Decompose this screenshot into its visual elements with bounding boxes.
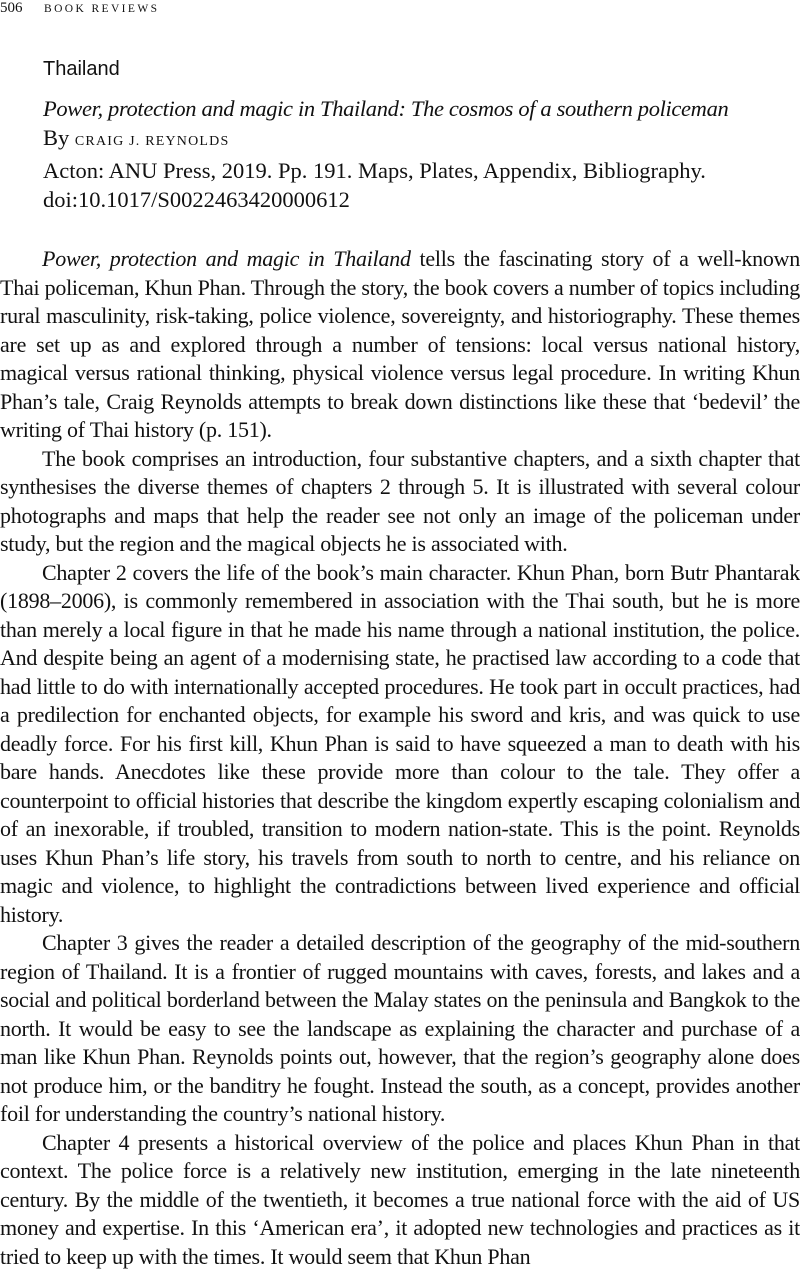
by-prefix: By [43,125,69,150]
country-heading: Thailand [43,56,120,82]
paragraph-4: Chapter 3 gives the reader a detailed description of the geography of the mid-southern region of Thailand. It is a frontier of rugged mountains with caves, forests, and lakes and a social and political borderland between the Malay states on the peninsula and Bangkok to the north. It would be easy to see the landscape as explaining the character and purchase of a man like Khun Phan. Reynolds points out, however, that the region’s geography alone does not produce him, or the banditry he fought. Instead the south, as a concept, provides another foil for understanding the country’s national history. [0,929,800,1129]
paragraph-5: Chapter 4 presents a historical overview of the police and places Khun Phan in that context. The police force is a relatively new institution, emerging in the late nineteenth century. By the middle of the twentieth, it becomes a true national force with the aid of US money and expertise. In this ‘American era’, it adopted new technologies and practices as it tried to keep up with the times. It would seem that Khun Phan [0,1129,800,1271]
author-name: CRAIG J. REYNOLDS [75,134,230,149]
publication-details: Acton: ANU Press, 2019. Pp. 191. Maps, Plates, Appendix, Bibliography. [43,156,800,185]
book-title-inline: Power, protection and magic in Thailand [42,246,411,271]
book-citation [43,94,800,214]
book-title: Power, protection and magic in Thailand: The cosmos of a southern policeman [43,94,800,123]
running-head [0,0,159,18]
paragraph-1 [0,245,800,445]
doi-link[interactable]: doi:10.1017/S0022463420000612 [43,185,800,214]
page-number: 506 [0,0,44,18]
paragraph-3: Chapter 2 covers the life of the book’s main character. Khun Phan, born Butr Phantarak (1898–2006), is commonly remembered in association with the Thai south, but he is more than merely a local figure in that he made his name through a national institution, the police. And despite being an agent of a modernising state, he practised law according to a code that had little to do with internationally accepted procedures. He took part in occult practices, had a predilection for enchanted objects, for example his sword and kris, and was quick to use deadly force. For his first kill, Khun Phan is said to have squeezed a man to death with his bare hands. Anecdotes like these provide more than colour to the tale. They offer a counterpoint to official histories that describe the kingdom expertly escaping colonialism and of an inexorable, if troubled, transition to modern nation-state. This is the point. Reynolds uses Khun Phan’s life story, his travels from south to north to centre, and his reliance on magic and violence, to highlight the contradictions between lived experience and official history. [0,559,800,930]
author-line [43,123,800,156]
review-body [0,245,800,1271]
paragraph-text: tells the fascinating story of a well-known Thai policeman, Khun Phan. Through the story, the book covers a number of topics including rural masculinity, risk-taking, police violence, sovereignty, and historiography. These themes are set up as and explored through a number of tensions: local versus national history, magical versus rational thinking, physical violence versus legal procedure. In writing Khun Phan’s tale, Craig Reynolds attempts to break down distinctions like these that ‘bedevil’ the writing of Thai history (p. 151). [0,246,800,442]
paragraph-2: The book comprises an introduction, four substantive chapters, and a sixth chapter that synthesises the diverse themes of chapters 2 through 5. It is illustrated with several colour photographs and maps that help the reader see not only an image of the policeman under study, but the region and the magical objects he is associated with. [0,445,800,559]
section-title: BOOK REVIEWS [44,3,159,15]
